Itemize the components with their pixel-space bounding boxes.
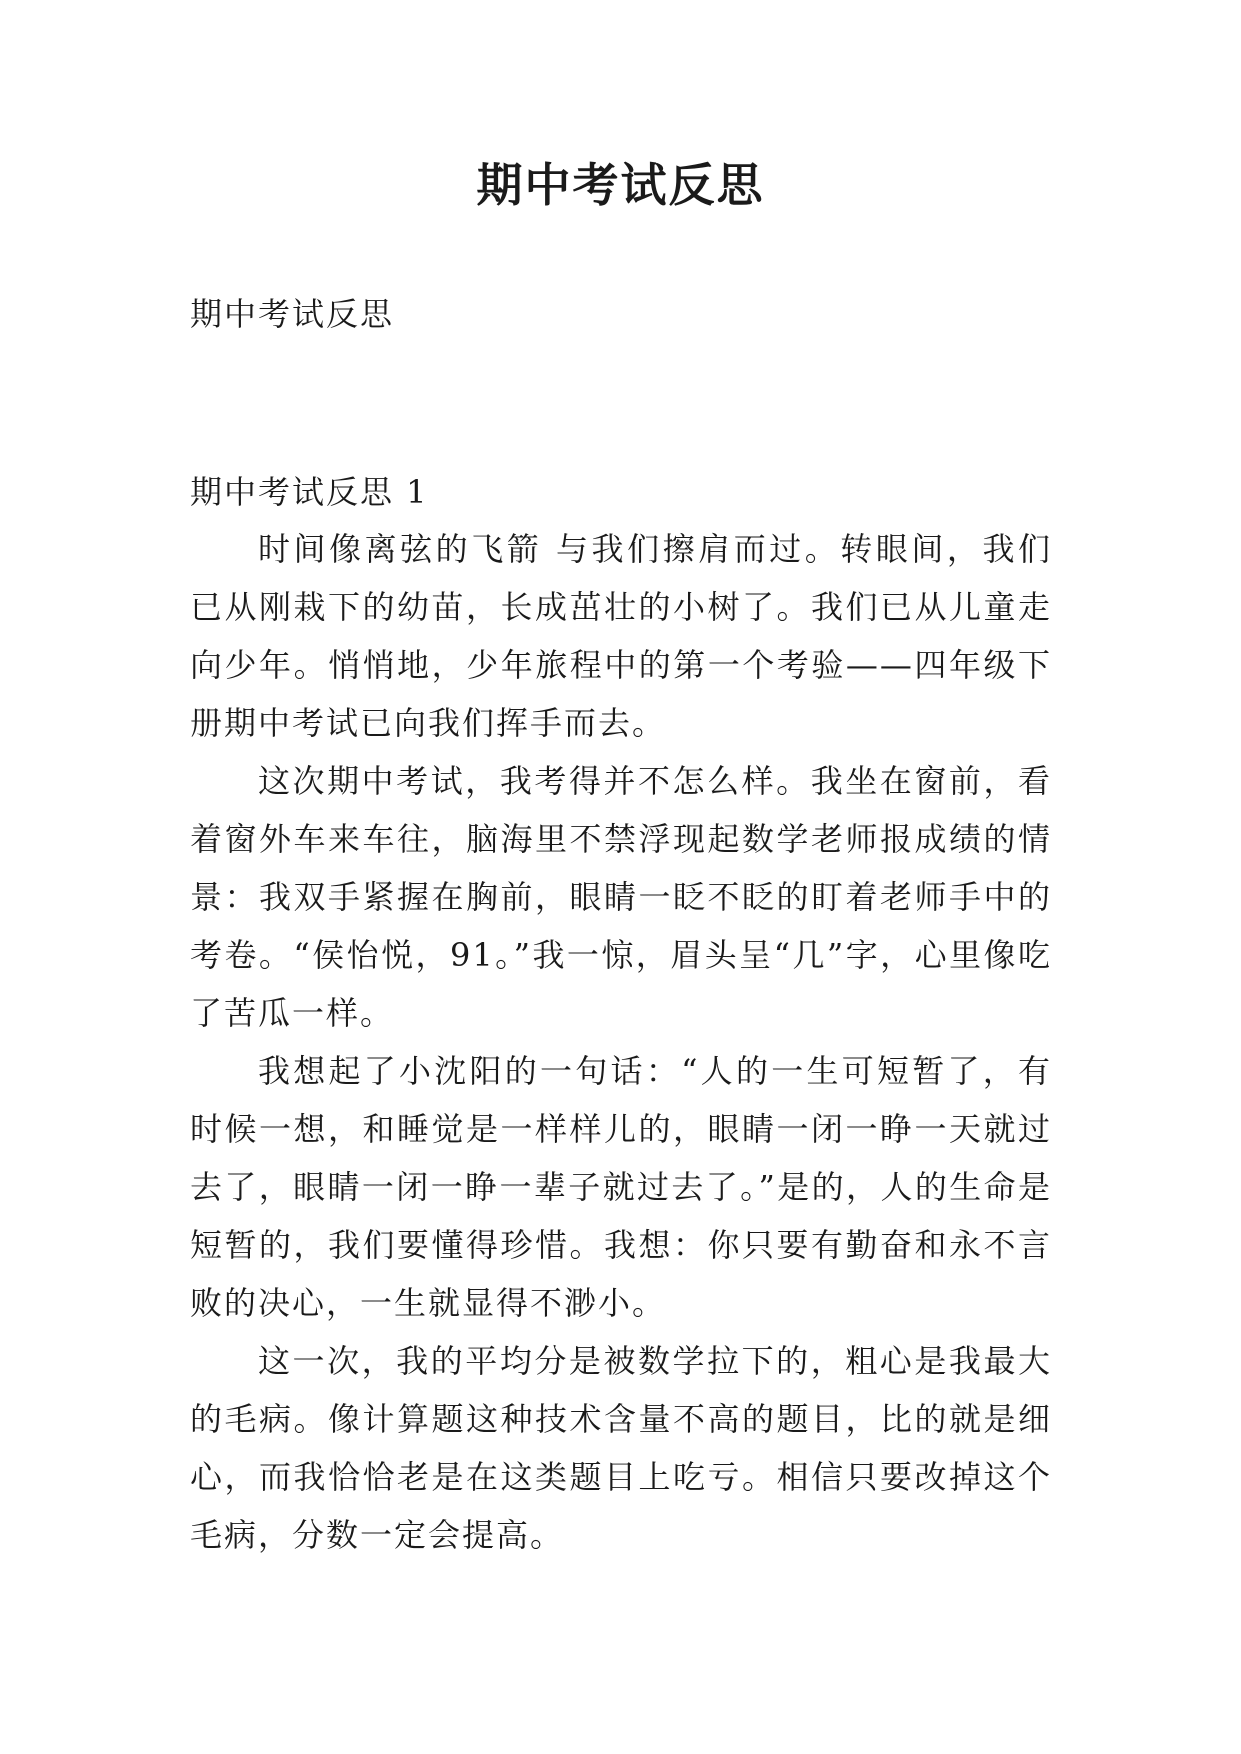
body-text: [190, 520, 1052, 1564]
document-title: 期中考试反思: [476, 158, 765, 212]
paragraph-3: 我想起了小沈阳的一句话：“人的一生可短暂了，有时候一想，和睡觉是一样样儿的，眼睛一闭一睁一天就过去了，眼睛一闭一睁一辈子就过去了。”是的，人的生命是短暂的，我们要懂得珍惜。我想：你只要有勤奋和永不言败的决心，一生就显得不渺小。: [190, 1052, 1052, 1322]
paragraph-4: 这一次，我的平均分是被数学拉下的，粗心是我最大的毛病。像计算题这种技术含量不高的题目，比的就是细心，而我恰恰老是在这类题目上吃亏。相信只要改掉这个毛病，分数一定会提高。: [190, 1342, 1052, 1554]
paragraph-2: 这次期中考试，我考得并不怎么样。我坐在窗前，看着窗外车来车往，脑海里不禁浮现起数学老师报成绩的情景：我双手紧握在胸前，眼睛一眨不眨的盯着老师手中的考卷。“侯怡悦，91。”我一惊，眉头呈“几”字，心里像吃了苦瓜一样。: [190, 762, 1052, 1032]
paragraph-1: 时间像离弦的飞箭 与我们擦肩而过。转眼间，我们已从刚栽下的幼苗，长成茁壮的小树了。我们已从儿童走向少年。悄悄地，少年旅程中的第一个考验——四年级下册期中考试已向我们挥手而去。: [190, 530, 1052, 742]
section-heading: 期中考试反思 1: [190, 473, 429, 511]
document-subtitle: 期中考试反思: [190, 295, 395, 333]
